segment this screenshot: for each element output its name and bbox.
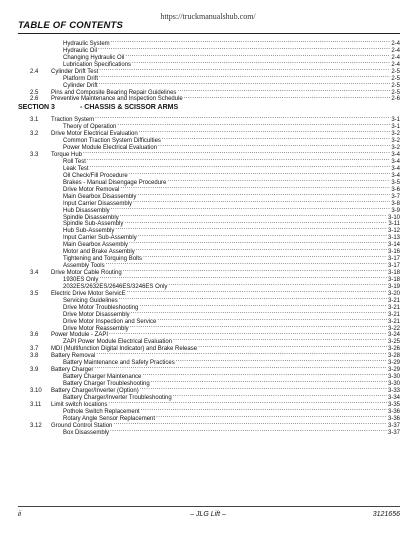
toc-entry-label: Theory of Operation <box>63 124 117 131</box>
toc-entry-label: Hydraulic Oil <box>63 47 98 54</box>
toc-leader-dots <box>83 149 390 156</box>
toc-leader-dots <box>173 336 387 343</box>
toc-leader-dots <box>131 309 387 316</box>
toc-entry-label: Brakes - Manual Disengage Procedure <box>63 179 167 186</box>
toc-entry-page: 3-34 <box>387 394 400 401</box>
toc-entry-page: 3-4 <box>391 159 400 165</box>
toc-entry-label: Drive Motor Reassembly <box>63 325 129 332</box>
toc-leader-dots <box>177 87 390 94</box>
toc-leader-dots <box>151 378 387 385</box>
footer-divider <box>18 506 400 507</box>
toc-entry-label: Main Gearbox Disassembly <box>63 193 137 200</box>
toc-entry-page: 3-2 <box>391 145 400 152</box>
toc-leader-dots <box>87 156 390 163</box>
toc-entry-label: Battery Charger Maintenance <box>63 374 142 381</box>
toc-leader-dots <box>125 52 390 59</box>
toc-entry-page: 3-37 <box>387 429 400 436</box>
toc-entry-number: 3.11 <box>30 401 42 408</box>
toc-entry-page: 3-26 <box>387 346 400 353</box>
toc-entry-label: Main Gearbox Assembly <box>63 242 129 249</box>
toc-entry-page: 3-29 <box>387 367 400 374</box>
toc-entry-page: 3-4 <box>391 172 400 179</box>
toc-entry-label: 2032ES/2632ES/2646ES/3246ES Only <box>63 283 168 290</box>
toc-entry[interactable] <box>18 38 400 45</box>
toc-leader-dots <box>127 288 387 295</box>
toc-leader-dots <box>168 281 387 288</box>
toc-leader-dots <box>99 73 390 80</box>
toc-entry-page: 2-4 <box>391 40 400 47</box>
header-divider <box>18 33 400 34</box>
toc-leader-dots <box>176 357 387 364</box>
toc-entry-label: Traction System <box>51 117 95 124</box>
footer-document-number: 3121656 <box>372 511 400 518</box>
toc-entry-label: Hub Disassembly <box>63 207 110 214</box>
toc-entry-page: 3-14 <box>387 242 400 249</box>
toc-entry-page: 3-30 <box>387 381 400 387</box>
toc-entry-label: MDI (Multifunction Digital Indicator) and Brake Release <box>51 346 198 353</box>
toc-leader-dots <box>157 316 387 323</box>
toc-entry-page: 3-21 <box>387 318 400 325</box>
toc-entry-page: 3-36 <box>387 408 400 415</box>
toc-leader-dots <box>184 94 391 101</box>
toc-entry-label: Power Module Electrical Evaluation <box>63 145 158 152</box>
toc-leader-dots <box>133 198 390 205</box>
toc-entry-label: Drive Motor Electrical Evaluation <box>51 131 138 138</box>
toc-list <box>18 38 400 434</box>
toc-leader-dots <box>106 260 387 267</box>
toc-leader-dots <box>98 45 390 52</box>
toc-entry-label: Common Traction System Difficulties <box>63 138 161 145</box>
toc-entry-page: 3-9 <box>391 207 400 214</box>
toc-entry-page: 2-5 <box>391 68 400 75</box>
toc-leader-dots <box>158 142 390 149</box>
toc-entry-page: 3-28 <box>387 353 400 360</box>
toc-entry-label: Tightening and Torquing Bolts <box>63 256 143 263</box>
toc-entry-page: 3-4 <box>391 165 400 172</box>
toc-entry-page: 3-2 <box>391 131 400 138</box>
toc-leader-dots <box>132 59 390 66</box>
toc-leader-dots <box>99 274 387 281</box>
footer-publisher: – JLG Lift – <box>190 511 226 518</box>
toc-entry-page: 3-25 <box>387 339 400 346</box>
toc-entry-label: Preventive Maintenance and Inspection Schedule <box>51 96 183 103</box>
toc-entry-page: 3-18 <box>387 276 400 283</box>
toc-leader-dots <box>129 170 391 177</box>
toc-leader-dots <box>139 128 391 135</box>
toc-leader-dots <box>110 427 387 434</box>
toc-leader-dots <box>111 38 391 45</box>
toc-entry-page: 3-4 <box>391 152 400 159</box>
toc-entry-label: Leak Test <box>63 165 89 172</box>
toc-leader-dots <box>136 246 387 253</box>
toc-entry-page: 3-1 <box>391 117 400 124</box>
toc-entry-label: Limit switch locations <box>51 401 108 408</box>
toc-entry-label: Pins and Composite Bearing Repair Guidelines <box>51 89 177 96</box>
toc-entry-number: 3.6 <box>30 332 39 339</box>
toc-entry-label: Power Module - ZAPI <box>51 332 109 339</box>
toc-entry-label: Roll Test <box>63 159 86 165</box>
toc-entry-label: Battery Maintenance and Safety Practices <box>63 360 175 367</box>
toc-entry-page: 3-17 <box>387 256 400 263</box>
toc-entry-page: 2-4 <box>391 47 400 54</box>
toc-entry-page: 3-7 <box>391 193 400 200</box>
toc-leader-dots <box>167 177 390 184</box>
toc-leader-dots <box>198 343 387 350</box>
footer-page-number: ii <box>18 511 22 518</box>
toc-entry-label: Rotary Angle Sensor Replacement <box>63 415 156 422</box>
source-url: https://truckmanualshub.com/ <box>160 12 256 21</box>
toc-leader-dots <box>129 239 387 246</box>
toc-entry-page: 2-4 <box>391 54 400 61</box>
toc-entry-number: 2.5 <box>30 89 39 96</box>
toc-entry-label: Drive Motor Cable Routing <box>51 270 122 276</box>
toc-entry-page: 3-5 <box>391 179 400 186</box>
toc-leader-dots <box>162 135 390 142</box>
toc-entry-label: Box Disassembly <box>63 429 110 436</box>
toc-entry-page: 3-30 <box>387 374 400 381</box>
toc-entry-page: 3-8 <box>391 200 400 207</box>
toc-entry-label: Lubrication Specifications <box>63 61 132 68</box>
toc-entry-number: 3.1 <box>30 117 39 124</box>
toc-entry-page: 3-2 <box>391 138 400 145</box>
toc-entry-page: 3-6 <box>391 186 400 193</box>
toc-entry-label: 1930ES Only <box>63 276 99 283</box>
toc-entry-page: 3-20 <box>387 290 400 297</box>
toc-entry-label: Spindle Sub-Assembly <box>63 221 124 228</box>
toc-entry-label: Battery Charger/Inverter Troubleshooting <box>63 394 172 401</box>
toc-entry-label: Drive Motor Troubleshooting <box>63 304 139 311</box>
toc-entry-number: 2.6 <box>30 96 39 103</box>
toc-leader-dots <box>142 371 387 378</box>
toc-leader-dots <box>119 295 387 302</box>
toc-leader-dots <box>108 399 387 406</box>
toc-entry-label: Pothole Switch Replacement <box>63 408 140 415</box>
toc-entry-label: Motor and Brake Assembly <box>63 249 135 256</box>
toc-entry-number: 3.2 <box>30 131 39 138</box>
toc-entry-number: 3.12 <box>30 422 42 429</box>
toc-section-heading[interactable] <box>18 100 400 114</box>
toc-entry-page: 3-10 <box>387 214 400 221</box>
toc-entry-label: Servicing Guidelines <box>63 297 118 304</box>
toc-entry-page: 3-36 <box>387 415 400 422</box>
toc-entry-label: Drive Motor Removal <box>63 186 120 193</box>
toc-entry-label: Cylinder Drift <box>63 82 98 89</box>
toc-entry-number: 3.3 <box>30 152 39 159</box>
toc-entry-page: 3-16 <box>387 249 400 256</box>
toc-entry-label: Drive Motor Disassembly <box>63 311 130 318</box>
toc-entry-label: Battery Charger <box>51 367 94 374</box>
toc-entry-label: Battery Charger/Inverter (Option) <box>51 387 139 394</box>
toc-leader-dots <box>99 80 391 87</box>
toc-leader-dots <box>137 191 390 198</box>
toc-entry-page: 3-17 <box>387 263 400 270</box>
toc-entry-page: 3-21 <box>387 297 400 304</box>
toc-leader-dots <box>90 163 391 170</box>
toc-entry-page: 2-5 <box>391 75 400 82</box>
toc-entry-label: Cylinder Drift Test <box>51 68 99 75</box>
toc-entry-page: 3-24 <box>387 332 400 339</box>
toc-leader-dots <box>130 323 387 330</box>
toc-entry-label: Electric Drive Motor ServicE <box>51 290 126 297</box>
toc-leader-dots <box>120 212 387 219</box>
toc-entry-page: 2-6 <box>391 96 400 103</box>
toc-leader-dots <box>120 184 390 191</box>
toc-entry-number: SECTION 3 <box>18 104 55 112</box>
toc-entry-page: 2-5 <box>391 82 400 89</box>
toc-entry-label: Input Carrier Sub-Assembly <box>63 235 137 242</box>
toc-leader-dots <box>143 253 387 260</box>
toc-leader-dots <box>96 350 387 357</box>
toc-entry-page: 3-18 <box>387 270 400 276</box>
toc-leader-dots <box>138 232 387 239</box>
toc-entry-label: Battery Charger Troubleshooting <box>63 381 150 387</box>
toc-entry-page: 3-1 <box>391 124 400 131</box>
toc-entry-number: 3.5 <box>30 290 39 297</box>
toc-leader-dots <box>115 225 387 232</box>
toc-entry-page: 3-21 <box>387 304 400 311</box>
toc-leader-dots <box>95 114 390 121</box>
toc-entry-page: 2-4 <box>391 61 400 68</box>
toc-entry-label: Battery Removal <box>51 353 96 360</box>
toc-leader-dots <box>94 364 387 371</box>
toc-entry-label: Changing Hydraulic Oil <box>63 54 125 61</box>
toc-entry-label: Input Carrier Disassembly <box>63 200 133 207</box>
toc-entry-label: Ground Control Station <box>51 422 113 429</box>
page-title: TABLE OF CONTENTS <box>18 20 124 31</box>
toc-entry-page: 3-35 <box>387 401 400 408</box>
toc-entry-label: - CHASSIS & SCISSOR ARMS <box>80 104 179 112</box>
toc-entry-number: 3.9 <box>30 367 39 374</box>
toc-entry-label: Platform Drift <box>63 75 99 82</box>
toc-entry-page: 3-29 <box>387 360 400 367</box>
toc-entry-page: 3-37 <box>387 422 400 429</box>
toc-leader-dots <box>111 205 391 212</box>
toc-leader-dots <box>117 121 390 128</box>
toc-leader-dots <box>109 330 387 337</box>
toc-leader-dots <box>139 302 387 309</box>
toc-entry-number: 3.8 <box>30 353 39 360</box>
toc-entry-number: 3.7 <box>30 346 39 353</box>
toc-entry-page: 2-5 <box>391 89 400 96</box>
toc-entry-label: Hub Sub-Assembly <box>63 228 115 235</box>
toc-leader-dots <box>140 385 387 392</box>
toc-entry-page: 3-22 <box>387 325 400 332</box>
toc-entry-label: Drive Motor Inspection and Service <box>63 318 157 325</box>
toc-leader-dots <box>113 420 387 427</box>
toc-leader-dots <box>123 267 387 274</box>
toc-entry-label: ZAPI Power Module Electrical Evaluation <box>63 339 173 346</box>
toc-entry-label: Assembly Tools <box>63 263 105 270</box>
toc-entry-label: Oil Check/Fill Procedure <box>63 172 128 179</box>
toc-entry-page: 3-21 <box>387 311 400 318</box>
toc-entry-label: Spindle Disassembly <box>63 214 119 221</box>
toc-entry-number: 2.4 <box>30 68 39 75</box>
toc-entry-page: 3-13 <box>387 235 400 242</box>
toc-entry-page: 3-33 <box>387 387 400 394</box>
toc-leader-dots <box>141 406 387 413</box>
toc-entry-label: Torque Hub <box>51 152 83 159</box>
toc-leader-dots <box>124 219 387 226</box>
toc-entry-page: 3-12 <box>387 228 400 235</box>
toc-leader-dots <box>173 392 387 399</box>
toc-entry-page: 3-11 <box>388 221 400 228</box>
toc-entry-label: Hydraulic System <box>63 40 110 47</box>
toc-entry-number: 3.10 <box>30 387 42 394</box>
toc-leader-dots <box>99 66 390 73</box>
toc-entry-page: 3-19 <box>387 283 400 290</box>
toc-leader-dots <box>156 413 387 420</box>
toc-entry-number: 3.4 <box>30 270 39 276</box>
